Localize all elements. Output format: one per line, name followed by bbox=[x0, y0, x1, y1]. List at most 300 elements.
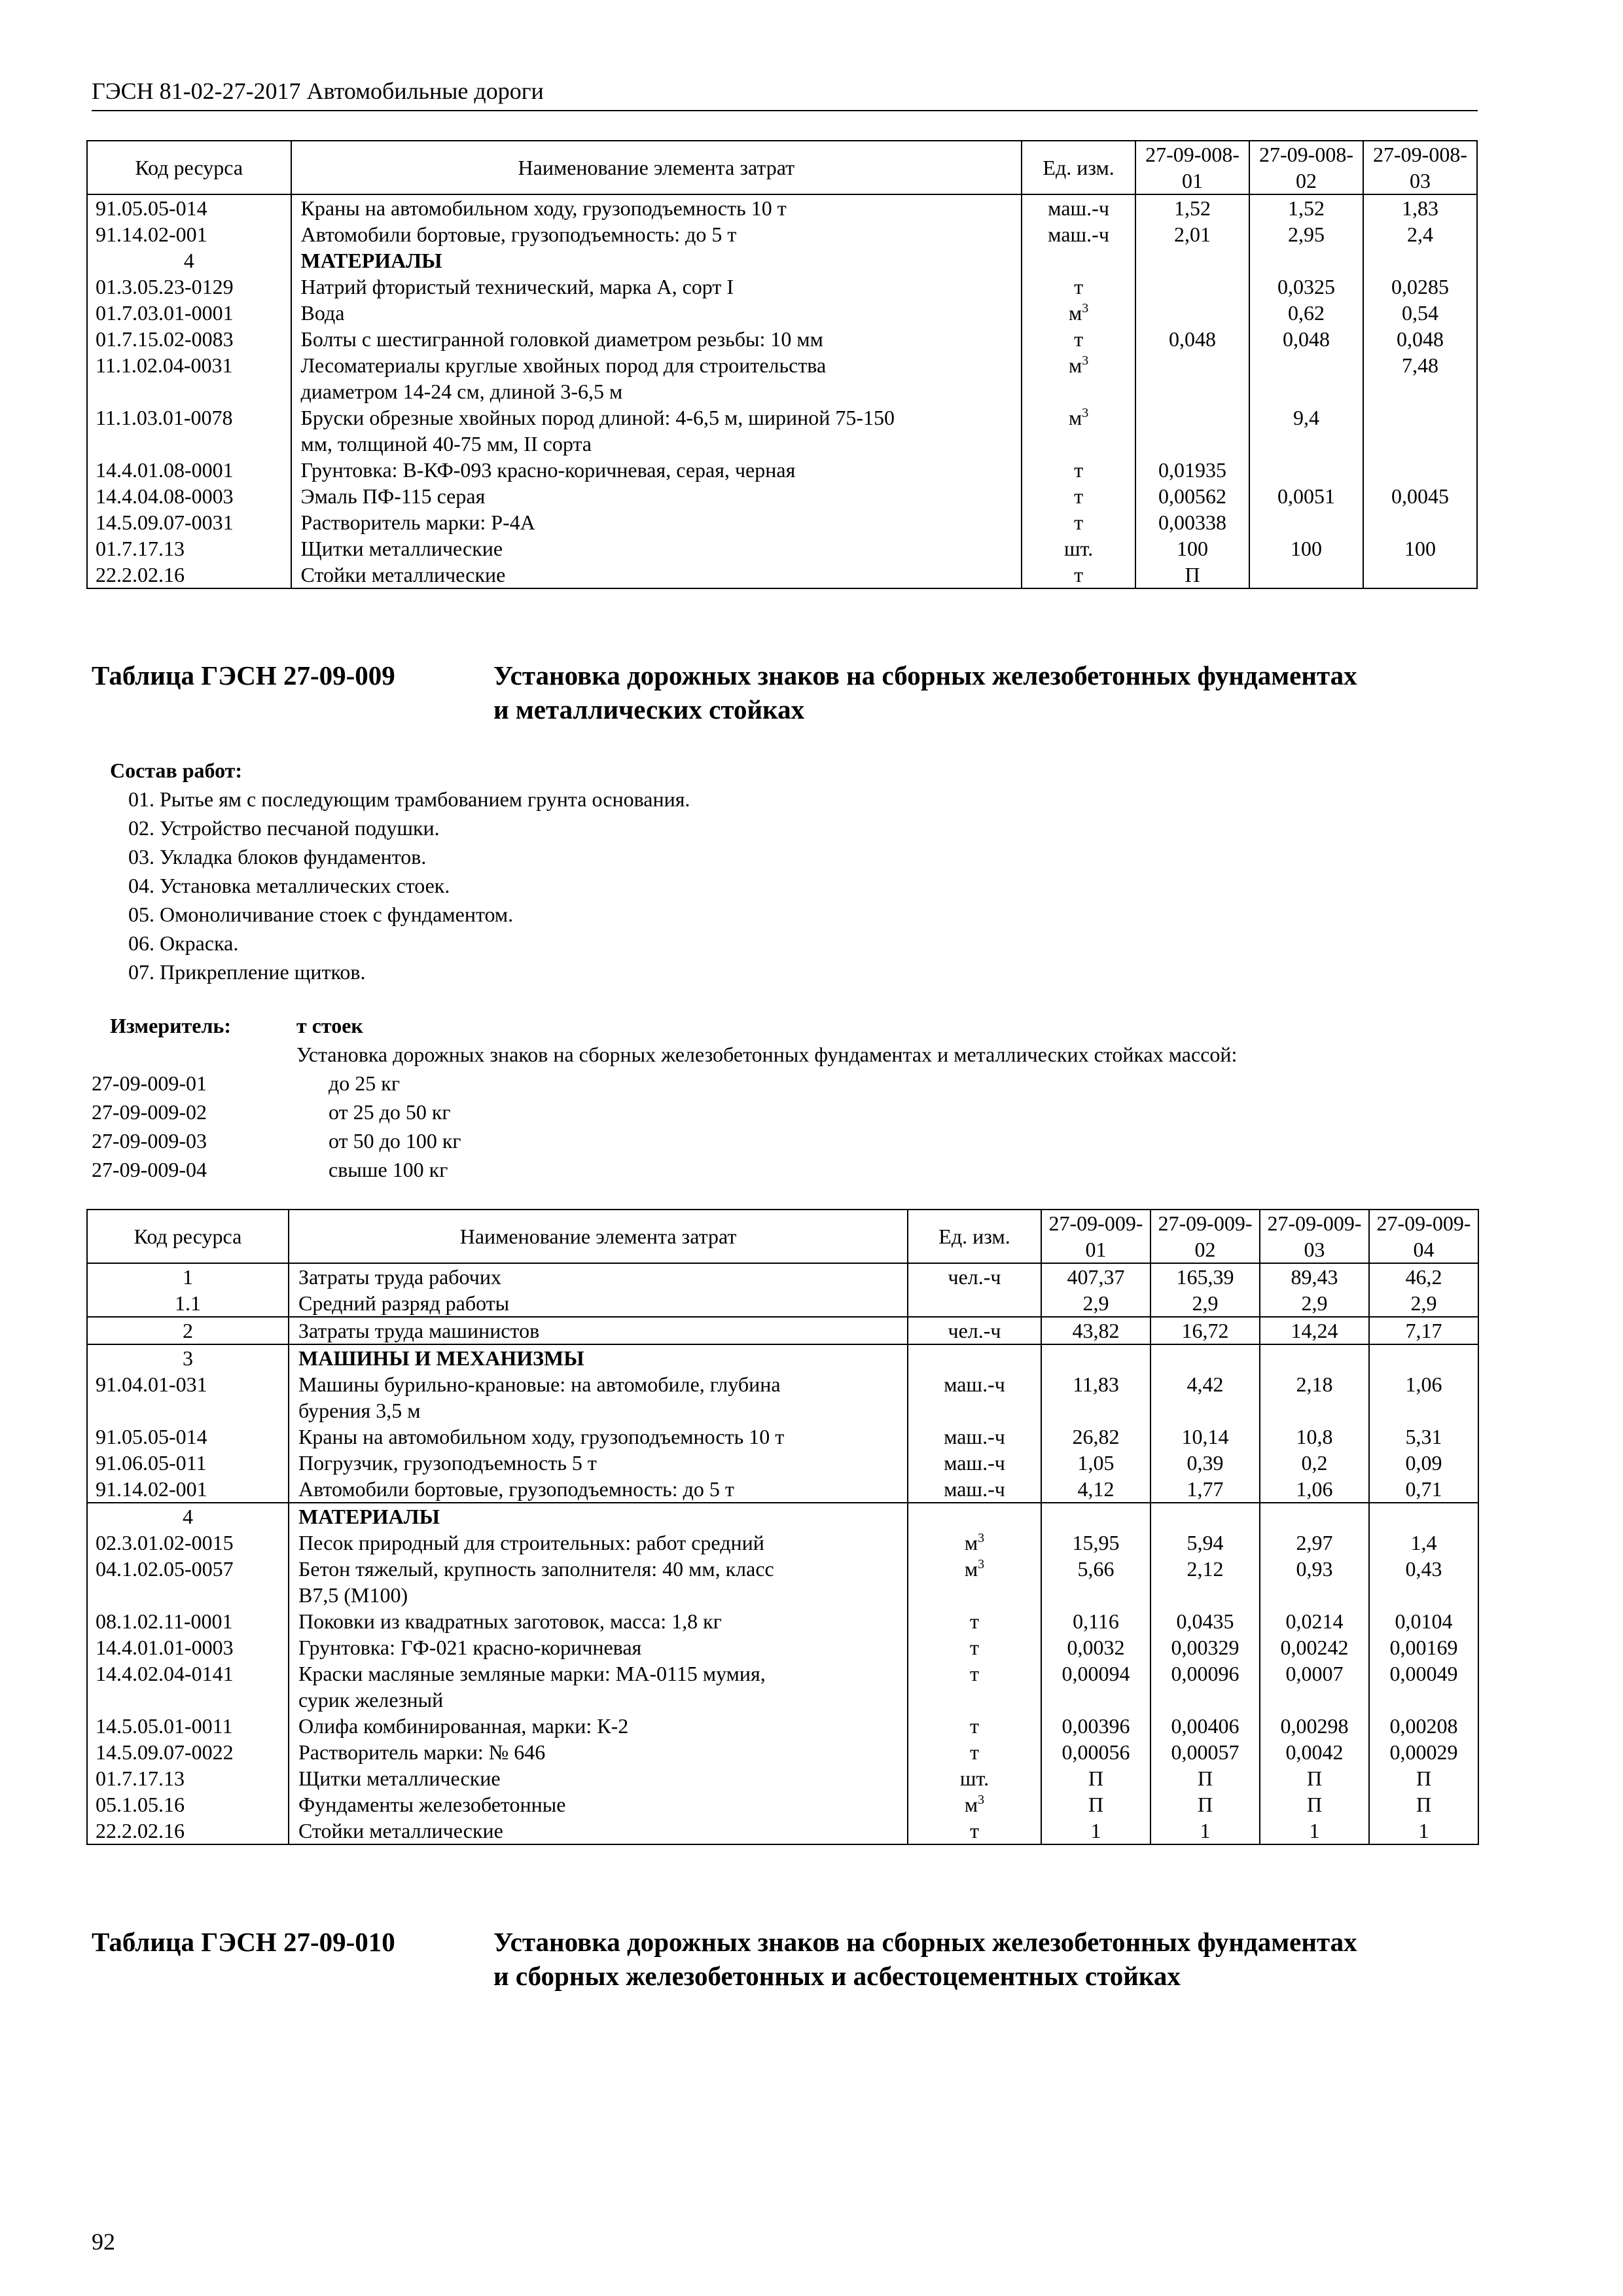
resource-value: 100 bbox=[1363, 535, 1477, 562]
resource-code: 2 bbox=[87, 1317, 289, 1344]
resource-code: 91.14.02-001 bbox=[87, 221, 291, 247]
section-row bbox=[87, 1344, 1478, 1371]
resource-value: 0,00329 bbox=[1150, 1634, 1260, 1660]
variant-code: 27-09-009-01 bbox=[92, 1071, 207, 1095]
resource-value: 10,8 bbox=[1260, 1424, 1369, 1450]
resource-unit: т bbox=[908, 1660, 1041, 1713]
resource-value: 1,77 bbox=[1150, 1476, 1260, 1503]
section-row bbox=[87, 247, 1477, 274]
resource-code: 14.5.09.07-0031 bbox=[87, 509, 291, 535]
resource-name bbox=[289, 1476, 908, 1503]
resource-code: 14.4.01.01-0003 bbox=[87, 1634, 289, 1660]
resource-value: 0,00396 bbox=[1041, 1713, 1150, 1739]
resource-value: 2,9 bbox=[1041, 1290, 1150, 1317]
resource-name-line: Песок природный для строительных: работ средний bbox=[298, 1531, 764, 1554]
table-header-row bbox=[87, 1210, 1478, 1263]
resource-unit: маш.-ч bbox=[1022, 221, 1135, 247]
resource-unit: маш.-ч bbox=[908, 1424, 1041, 1450]
resource-value: П bbox=[1369, 1765, 1478, 1791]
resource-unit bbox=[1022, 247, 1135, 274]
resource-code: 08.1.02.11-0001 bbox=[87, 1608, 289, 1634]
resource-unit: шт. bbox=[908, 1765, 1041, 1791]
resource-name bbox=[291, 326, 1022, 352]
resource-value: 100 bbox=[1135, 535, 1249, 562]
resource-code: 22.2.02.16 bbox=[87, 562, 291, 588]
table-row bbox=[87, 1290, 1478, 1317]
resource-value: 4,12 bbox=[1041, 1476, 1150, 1503]
resource-name bbox=[289, 1791, 908, 1818]
resource-value: 0,048 bbox=[1249, 326, 1363, 352]
resource-name-line: Натрий фтористый технический, марка А, сорт I bbox=[300, 275, 734, 298]
resource-table-27-09-008 bbox=[86, 140, 1478, 589]
resource-value: 46,2 bbox=[1369, 1263, 1478, 1290]
resource-unit: т bbox=[1022, 457, 1135, 483]
table-row bbox=[87, 1608, 1478, 1634]
resource-name-line: Краны на автомобильном ходу, грузоподъемность 10 т bbox=[298, 1425, 785, 1448]
resource-name bbox=[291, 247, 1022, 274]
resource-unit: т bbox=[1022, 326, 1135, 352]
resource-value: 2,9 bbox=[1150, 1290, 1260, 1317]
resource-value: 1,52 bbox=[1135, 194, 1249, 221]
resource-value: 10,14 bbox=[1150, 1424, 1260, 1450]
resource-name-line: Автомобили бортовые, грузоподъемность: до 5 т bbox=[298, 1477, 734, 1501]
resource-unit: маш.-ч bbox=[1022, 194, 1135, 221]
table-title-line: и металлических стойках bbox=[493, 694, 805, 725]
resource-value: П bbox=[1260, 1791, 1369, 1818]
resource-value: 0,0045 bbox=[1363, 483, 1477, 509]
resource-value: 0,00056 bbox=[1041, 1739, 1150, 1765]
resource-value: 100 bbox=[1249, 535, 1363, 562]
resource-unit: $м^3$ bbox=[908, 1530, 1041, 1556]
resource-value: 1,05 bbox=[1041, 1450, 1150, 1476]
resource-code: 02.3.01.02-0015 bbox=[87, 1530, 289, 1556]
resource-value: 2,18 bbox=[1260, 1371, 1369, 1424]
resource-value: 0,0435 bbox=[1150, 1608, 1260, 1634]
resource-name-line: МАТЕРИАЛЫ bbox=[298, 1505, 440, 1528]
table-number: Таблица ГЭСН 27-09-010 bbox=[92, 1927, 395, 1957]
resource-name-line: Затраты труда машинистов bbox=[298, 1319, 540, 1342]
resource-name bbox=[291, 194, 1022, 221]
table-row bbox=[87, 274, 1477, 300]
table-title-line: Установка дорожных знаков на сборных железобетонных фундаментах bbox=[493, 1927, 1357, 1957]
resource-value bbox=[1135, 274, 1249, 300]
resource-value bbox=[1135, 300, 1249, 326]
resource-value bbox=[1249, 457, 1363, 483]
operation-item: 02. Устройство песчаной подушки. bbox=[128, 816, 440, 840]
resource-value: 1,83 bbox=[1363, 194, 1477, 221]
resource-value bbox=[1150, 1344, 1260, 1371]
resource-name bbox=[291, 457, 1022, 483]
resource-code: 14.4.04.08-0003 bbox=[87, 483, 291, 509]
table-row bbox=[87, 1713, 1478, 1739]
resource-name bbox=[289, 1263, 908, 1290]
resource-value bbox=[1249, 352, 1363, 404]
resource-value: 0,00406 bbox=[1150, 1713, 1260, 1739]
resource-name-line: Бетон тяжелый, крупность заполнителя: 40 мм, класс bbox=[298, 1557, 774, 1581]
resource-code: 1.1 bbox=[87, 1290, 289, 1317]
resource-value: П bbox=[1150, 1765, 1260, 1791]
resource-name-line: Вода bbox=[300, 301, 345, 325]
resource-value bbox=[1369, 1503, 1478, 1530]
resource-value: 0,00096 bbox=[1150, 1660, 1260, 1713]
operation-item: 06. Окраска. bbox=[128, 931, 239, 955]
meter-value: т стоек bbox=[296, 1014, 363, 1037]
resource-name-line: Фундаменты железобетонные bbox=[298, 1793, 566, 1816]
resource-unit: шт. bbox=[1022, 535, 1135, 562]
resource-value: П bbox=[1369, 1791, 1478, 1818]
table-row bbox=[87, 1424, 1478, 1450]
resource-name-line: Грунтовка: В-КФ-093 красно-коричневая, серая, черная bbox=[300, 458, 796, 482]
resource-value: 4,42 bbox=[1150, 1371, 1260, 1424]
resource-unit bbox=[908, 1344, 1041, 1371]
resource-unit: т bbox=[908, 1818, 1041, 1844]
resource-value: 89,43 bbox=[1260, 1263, 1369, 1290]
resource-name bbox=[291, 300, 1022, 326]
resource-value bbox=[1041, 1344, 1150, 1371]
resource-unit: т bbox=[1022, 483, 1135, 509]
resource-value: 16,72 bbox=[1150, 1317, 1260, 1344]
work-composition bbox=[110, 756, 690, 986]
resource-value: 2,9 bbox=[1369, 1290, 1478, 1317]
operation-item: 05. Омоноличивание стоек с фундаментом. bbox=[128, 903, 514, 926]
resource-name bbox=[289, 1739, 908, 1765]
resource-value bbox=[1260, 1503, 1369, 1530]
variant-text: свыше 100 кг bbox=[329, 1158, 448, 1181]
table-row bbox=[87, 352, 1477, 404]
resource-name bbox=[291, 404, 1022, 457]
resource-unit: чел.-ч bbox=[908, 1317, 1041, 1344]
resource-value: 0,048 bbox=[1135, 326, 1249, 352]
resource-unit: т bbox=[908, 1713, 1041, 1739]
resource-value bbox=[1363, 562, 1477, 588]
col-header-variant: 27-09-008-01 bbox=[1135, 141, 1249, 194]
resource-code: 01.7.03.01-0001 bbox=[87, 300, 291, 326]
resource-value: 0,00049 bbox=[1369, 1660, 1478, 1713]
resource-value bbox=[1369, 1344, 1478, 1371]
resource-value: П bbox=[1150, 1791, 1260, 1818]
resource-name bbox=[291, 221, 1022, 247]
resource-value bbox=[1150, 1503, 1260, 1530]
resource-code: 91.05.05-014 bbox=[87, 1424, 289, 1450]
resource-code: 3 bbox=[87, 1344, 289, 1371]
resource-name bbox=[289, 1556, 908, 1608]
resource-unit: $м^3$ bbox=[908, 1791, 1041, 1818]
resource-value: 1 bbox=[1369, 1818, 1478, 1844]
resource-unit: $м^3$ bbox=[908, 1556, 1041, 1608]
col-header-code: Код ресурса bbox=[87, 1210, 289, 1263]
table-row bbox=[87, 326, 1477, 352]
resource-value: П bbox=[1260, 1765, 1369, 1791]
table-row bbox=[87, 457, 1477, 483]
resource-name-line: Краны на автомобильном ходу, грузоподъемность 10 т bbox=[300, 196, 787, 220]
resource-value bbox=[1249, 509, 1363, 535]
resource-value: 0,00057 bbox=[1150, 1739, 1260, 1765]
resource-value bbox=[1249, 247, 1363, 274]
resource-value: 407,37 bbox=[1041, 1263, 1150, 1290]
resource-value: 0,0214 bbox=[1260, 1608, 1369, 1634]
resource-value: 2,01 bbox=[1135, 221, 1249, 247]
table-row bbox=[87, 1634, 1478, 1660]
resource-name-line: В7,5 (М100) bbox=[298, 1583, 408, 1607]
resource-value: П bbox=[1135, 562, 1249, 588]
meter-description: Установка дорожных знаков на сборных железобетонных фундаментах и металлических стойках массой: bbox=[296, 1043, 1238, 1066]
resource-code: 01.3.05.23-0129 bbox=[87, 274, 291, 300]
col-header-name: Наименование элемента затрат bbox=[291, 141, 1022, 194]
table-row bbox=[87, 483, 1477, 509]
resource-value bbox=[1135, 404, 1249, 457]
table-row bbox=[87, 1476, 1478, 1503]
resource-unit: $м^3$ bbox=[1022, 404, 1135, 457]
resource-value: 0,54 bbox=[1363, 300, 1477, 326]
resource-value: 0,048 bbox=[1363, 326, 1477, 352]
resource-unit: маш.-ч bbox=[908, 1450, 1041, 1476]
resource-value: 1 bbox=[1041, 1818, 1150, 1844]
resource-unit: т bbox=[1022, 562, 1135, 588]
resource-name-line: диаметром 14-24 см, длиной 3-6,5 м bbox=[300, 380, 623, 403]
resource-code: 91.06.05-011 bbox=[87, 1450, 289, 1476]
resource-value: 0,116 bbox=[1041, 1608, 1150, 1634]
resource-name bbox=[289, 1634, 908, 1660]
resource-value: 0,2 bbox=[1260, 1450, 1369, 1476]
resource-name-line: Щитки металлические bbox=[298, 1767, 501, 1790]
resource-value: П bbox=[1041, 1765, 1150, 1791]
resource-value bbox=[1363, 404, 1477, 457]
resource-name bbox=[289, 1290, 908, 1317]
table-heading-27-09-010 bbox=[92, 1925, 1479, 1993]
resource-name bbox=[289, 1713, 908, 1739]
resource-code: 91.04.01-031 bbox=[87, 1371, 289, 1424]
resource-value: 0,0007 bbox=[1260, 1660, 1369, 1713]
resource-code: 05.1.05.16 bbox=[87, 1791, 289, 1818]
resource-code: 4 bbox=[87, 1503, 289, 1530]
table-row bbox=[87, 1818, 1478, 1844]
resource-unit: маш.-ч bbox=[908, 1476, 1041, 1503]
col-header-unit: Ед. изм. bbox=[908, 1210, 1041, 1263]
resource-name bbox=[291, 509, 1022, 535]
col-header-variant: 27-09-008-03 bbox=[1363, 141, 1477, 194]
resource-name bbox=[289, 1818, 908, 1844]
resource-value: 15,95 bbox=[1041, 1530, 1150, 1556]
col-header-variant: 27-09-009-04 bbox=[1369, 1210, 1478, 1263]
table-number: Таблица ГЭСН 27-09-009 bbox=[92, 660, 395, 691]
resource-value: 0,0325 bbox=[1249, 274, 1363, 300]
resource-unit: т bbox=[908, 1739, 1041, 1765]
resource-code: 14.5.05.01-0011 bbox=[87, 1713, 289, 1739]
table-row bbox=[87, 1371, 1478, 1424]
table-row bbox=[87, 300, 1477, 326]
resource-name-line: Стойки металлические bbox=[298, 1819, 503, 1842]
section-row bbox=[87, 1503, 1478, 1530]
resource-name-line: Затраты труда рабочих bbox=[298, 1265, 501, 1289]
resource-value: 0,0104 bbox=[1369, 1608, 1478, 1634]
resource-value: 0,01935 bbox=[1135, 457, 1249, 483]
col-header-unit: Ед. изм. bbox=[1022, 141, 1135, 194]
table-heading-27-09-009 bbox=[92, 658, 1479, 726]
resource-value: 0,39 bbox=[1150, 1450, 1260, 1476]
table-header-row bbox=[87, 141, 1477, 194]
resource-code: 91.05.05-014 bbox=[87, 194, 291, 221]
page-header: ГЭСН 81-02-27-2017 Автомобильные дороги bbox=[92, 77, 1478, 111]
table-row bbox=[87, 1765, 1478, 1791]
resource-value: 0,0042 bbox=[1260, 1739, 1369, 1765]
operation-item: 04. Установка металлических стоек. bbox=[128, 874, 450, 897]
resource-value: 9,4 bbox=[1249, 404, 1363, 457]
resource-value bbox=[1260, 1344, 1369, 1371]
table-row bbox=[87, 1317, 1478, 1344]
resource-value: 2,95 bbox=[1249, 221, 1363, 247]
resource-value: 11,83 bbox=[1041, 1371, 1150, 1424]
resource-unit: чел.-ч bbox=[908, 1263, 1041, 1290]
resource-unit: т bbox=[908, 1634, 1041, 1660]
resource-value: 0,00029 bbox=[1369, 1739, 1478, 1765]
resource-unit: т bbox=[1022, 509, 1135, 535]
resource-name-line: Олифа комбинированная, марки: К-2 bbox=[298, 1714, 629, 1738]
resource-code: 11.1.03.01-0078 bbox=[87, 404, 291, 457]
resource-code: 91.14.02-001 bbox=[87, 1476, 289, 1503]
resource-name-line: Щитки металлические bbox=[300, 537, 503, 560]
resource-unit: $м^3$ bbox=[1022, 352, 1135, 404]
resource-code: 14.4.01.08-0001 bbox=[87, 457, 291, 483]
resource-value: 0,00242 bbox=[1260, 1634, 1369, 1660]
resource-value: 0,09 bbox=[1369, 1450, 1478, 1476]
resource-value: 1,06 bbox=[1369, 1371, 1478, 1424]
table-row bbox=[87, 1450, 1478, 1476]
resource-value: 0,0032 bbox=[1041, 1634, 1150, 1660]
resource-name bbox=[289, 1424, 908, 1450]
resource-name-line: Поковки из квадратных заготовок, масса: 1,8 кг bbox=[298, 1609, 722, 1633]
table-title-line: и сборных железобетонных и асбестоцементных стойках bbox=[493, 1961, 1181, 1991]
resource-name bbox=[291, 562, 1022, 588]
resource-name-line: Стойки металлические bbox=[300, 563, 506, 586]
resource-code: 11.1.02.04-0031 bbox=[87, 352, 291, 404]
resource-name-line: Бруски обрезные хвойных пород длиной: 4-6,5 м, шириной 75-150 bbox=[300, 406, 895, 429]
resource-unit: т bbox=[908, 1608, 1041, 1634]
resource-value: 5,31 bbox=[1369, 1424, 1478, 1450]
resource-name-line: Машины бурильно-крановые: на автомобиле, глубина bbox=[298, 1372, 781, 1396]
resource-name bbox=[289, 1608, 908, 1634]
resource-value: 7,48 bbox=[1363, 352, 1477, 404]
resource-value bbox=[1041, 1503, 1150, 1530]
resource-value: 7,17 bbox=[1369, 1317, 1478, 1344]
table-row bbox=[87, 194, 1477, 221]
operation-item: 07. Прикрепление щитков. bbox=[128, 960, 366, 984]
variant-code: 27-09-009-04 bbox=[92, 1158, 207, 1181]
resource-value: 1 bbox=[1260, 1818, 1369, 1844]
resource-name-line: бурения 3,5 м bbox=[298, 1399, 421, 1422]
resource-name-line: Растворитель марки: № 646 bbox=[298, 1740, 546, 1764]
variant-text: от 25 до 50 кг bbox=[329, 1100, 451, 1124]
resource-unit: т bbox=[1022, 274, 1135, 300]
operation-item: 01. Рытье ям с последующим трамбованием грунта основания. bbox=[128, 787, 690, 811]
table-row bbox=[87, 404, 1477, 457]
col-header-name: Наименование элемента затрат bbox=[289, 1210, 908, 1263]
resource-name-line: Краски масляные земляные марки: МА-0115 мумия, bbox=[298, 1662, 766, 1685]
resource-name-line: Лесоматериалы круглые хвойных пород для строительства bbox=[300, 353, 827, 377]
resource-code: 4 bbox=[87, 247, 291, 274]
resource-value bbox=[1249, 562, 1363, 588]
resource-value: 0,00338 bbox=[1135, 509, 1249, 535]
resource-table-27-09-009 bbox=[86, 1209, 1479, 1845]
col-header-variant: 27-09-009-01 bbox=[1041, 1210, 1150, 1263]
resource-name bbox=[289, 1317, 908, 1344]
resource-value bbox=[1135, 247, 1249, 274]
resource-value: 0,71 bbox=[1369, 1476, 1478, 1503]
resource-value bbox=[1363, 509, 1477, 535]
resource-name bbox=[291, 274, 1022, 300]
table-title-line: Установка дорожных знаков на сборных железобетонных фундаментах bbox=[493, 660, 1357, 691]
resource-name bbox=[291, 352, 1022, 404]
col-header-code: Код ресурса bbox=[87, 141, 291, 194]
resource-value: 2,9 bbox=[1260, 1290, 1369, 1317]
resource-value: 0,0051 bbox=[1249, 483, 1363, 509]
resource-value: 0,62 bbox=[1249, 300, 1363, 326]
table-row bbox=[87, 1660, 1478, 1713]
resource-name-line: Грунтовка: ГФ-021 красно-коричневая bbox=[298, 1636, 642, 1659]
resource-value: 5,94 bbox=[1150, 1530, 1260, 1556]
resource-name-line: мм, толщиной 40-75 мм, II сорта bbox=[300, 432, 592, 456]
resource-name bbox=[289, 1450, 908, 1476]
resource-value: 43,82 bbox=[1041, 1317, 1150, 1344]
composition-label: Состав работ: bbox=[110, 759, 243, 782]
resource-unit: маш.-ч bbox=[908, 1371, 1041, 1424]
resource-value: 1,52 bbox=[1249, 194, 1363, 221]
resource-value: 0,00094 bbox=[1041, 1660, 1150, 1713]
resource-value: 2,12 bbox=[1150, 1556, 1260, 1608]
resource-name-line: МАШИНЫ И МЕХАНИЗМЫ bbox=[298, 1346, 584, 1370]
resource-name-line: Эмаль ПФ-115 серая bbox=[300, 484, 486, 508]
resource-value: 0,00298 bbox=[1260, 1713, 1369, 1739]
resource-value: 14,24 bbox=[1260, 1317, 1369, 1344]
page-number: 92 bbox=[92, 2229, 115, 2255]
resource-value: 2,97 bbox=[1260, 1530, 1369, 1556]
resource-code: 01.7.17.13 bbox=[87, 1765, 289, 1791]
resource-code: 01.7.15.02-0083 bbox=[87, 326, 291, 352]
resource-value: 2,4 bbox=[1363, 221, 1477, 247]
col-header-variant: 27-09-008-02 bbox=[1249, 141, 1363, 194]
operation-item: 03. Укладка блоков фундаментов. bbox=[128, 845, 427, 869]
resource-value: 165,39 bbox=[1150, 1263, 1260, 1290]
col-header-variant: 27-09-009-02 bbox=[1150, 1210, 1260, 1263]
table-row bbox=[87, 1791, 1478, 1818]
resource-value: 5,66 bbox=[1041, 1556, 1150, 1608]
table-row bbox=[87, 1556, 1478, 1608]
resource-value: П bbox=[1041, 1791, 1150, 1818]
resource-name bbox=[289, 1503, 908, 1530]
resource-value: 1,4 bbox=[1369, 1530, 1478, 1556]
resource-code: 22.2.02.16 bbox=[87, 1818, 289, 1844]
resource-name bbox=[291, 535, 1022, 562]
resource-name-line: МАТЕРИАЛЫ bbox=[300, 249, 442, 272]
table-row bbox=[87, 535, 1477, 562]
table-row bbox=[87, 1263, 1478, 1290]
resource-value: 0,93 bbox=[1260, 1556, 1369, 1608]
resource-unit bbox=[908, 1290, 1041, 1317]
resource-code: 14.4.02.04-0141 bbox=[87, 1660, 289, 1713]
resource-name-line: сурик железный bbox=[298, 1688, 444, 1712]
table-row bbox=[87, 1739, 1478, 1765]
resource-name bbox=[289, 1765, 908, 1791]
resource-name-line: Автомобили бортовые, грузоподъемность: до 5 т bbox=[300, 223, 737, 246]
resource-code: 1 bbox=[87, 1263, 289, 1290]
resource-code: 14.5.09.07-0022 bbox=[87, 1739, 289, 1765]
resource-value bbox=[1363, 457, 1477, 483]
resource-value: 1 bbox=[1150, 1818, 1260, 1844]
table-row bbox=[87, 221, 1477, 247]
resource-unit bbox=[908, 1503, 1041, 1530]
resource-name bbox=[289, 1530, 908, 1556]
resource-value: 26,82 bbox=[1041, 1424, 1150, 1450]
table-row bbox=[87, 509, 1477, 535]
